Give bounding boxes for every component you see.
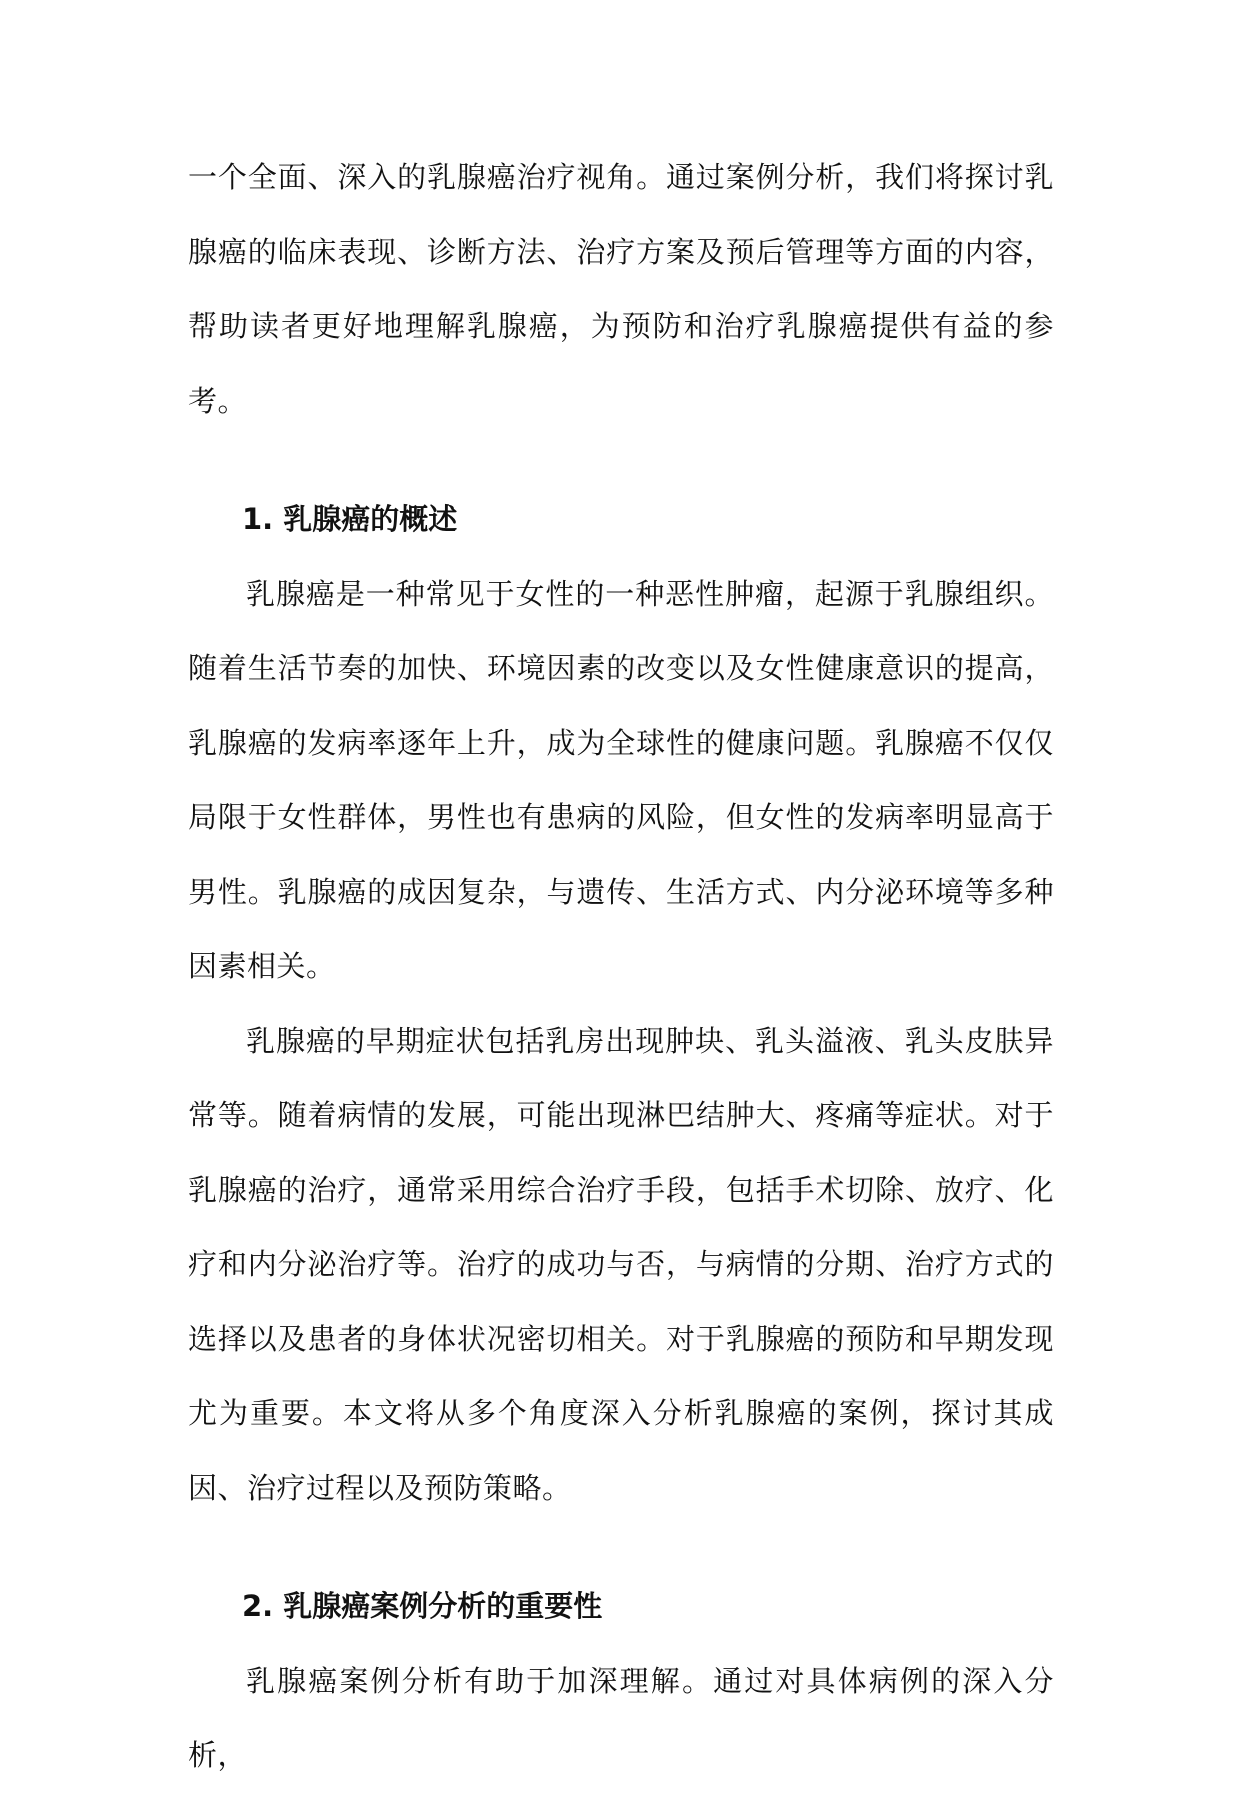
spacer bbox=[188, 438, 1054, 482]
section1-paragraph-2: 乳腺癌的早期症状包括乳房出现肿块、乳头溢液、乳头皮肤异常等。随着病情的发展，可能出现淋巴结肿大、疼痛等症状。对于乳腺癌的治疗，通常采用综合治疗手段，包括手术切除、放疗、化疗和内分泌治疗等。治疗的成功与否，与病情的分期、治疗方式的选择以及患者的身体状况密切相关。对于乳腺癌的预防和早期发现尤为重要。本文将从多个角度深入分析乳腺癌的案例，探讨其成因、治疗过程以及预防策略。 bbox=[188, 1023, 1054, 1505]
spacer bbox=[188, 1525, 1054, 1569]
intro-paragraph: 一个全面、深入的乳腺癌治疗视角。通过案例分析，我们将探讨乳腺癌的临床表现、诊断方法、治疗方案及预后管理等方面的内容，帮助读者更好地理解乳腺癌，为预防和治疗乳腺癌提供有益的参考。 bbox=[188, 160, 1054, 418]
section1-paragraph-1: 乳腺癌是一种常见于女性的一种恶性肿瘤，起源于乳腺组织。随着生活节奏的加快、环境因素的改变以及女性健康意识的提高，乳腺癌的发病率逐年上升，成为全球性的健康问题。乳腺癌不仅仅局限于女性群体，男性也有患病的风险，但女性的发病率明显高于男性。乳腺癌的成因复杂，与遗传、生活方式、内分泌环境等多种因素相关。 bbox=[188, 576, 1054, 983]
document-body bbox=[188, 140, 1054, 1793]
section2-paragraph-1: 乳腺癌案例分析有助于加深理解。通过对具体病例的深入分析， bbox=[188, 1663, 1054, 1772]
section-heading-1: 1. 乳腺癌的概述 bbox=[242, 502, 458, 536]
section-heading-2: 2. 乳腺癌案例分析的重要性 bbox=[242, 1589, 603, 1623]
